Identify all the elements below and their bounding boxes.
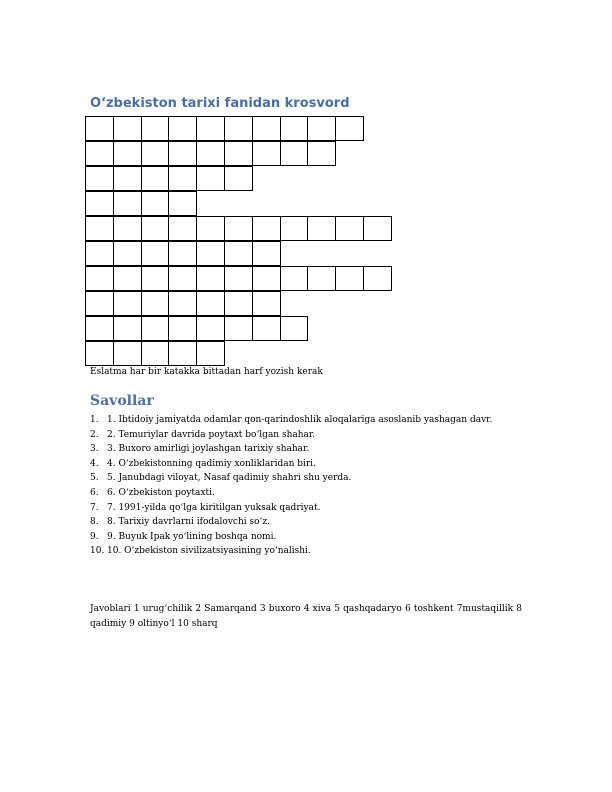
crossword-cell[interactable]	[224, 216, 253, 241]
crossword-cell[interactable]	[280, 116, 309, 141]
crossword-row	[85, 316, 391, 341]
question-item	[90, 530, 492, 545]
crossword-cell[interactable]	[224, 141, 253, 166]
crossword-cell[interactable]	[141, 266, 170, 291]
crossword-cell[interactable]	[196, 116, 225, 141]
question-number: 7.	[90, 502, 99, 513]
crossword-cell[interactable]	[280, 266, 309, 291]
crossword-cell[interactable]	[85, 116, 114, 141]
instruction-note: Eslatma har bir katakka bittadan harf yozish kerak	[90, 367, 323, 377]
crossword-cell[interactable]	[168, 191, 197, 216]
crossword-row	[85, 166, 391, 191]
question-item	[90, 471, 492, 486]
crossword-cell[interactable]	[141, 341, 170, 366]
crossword-cell[interactable]	[168, 266, 197, 291]
crossword-cell[interactable]	[196, 216, 225, 241]
crossword-cell[interactable]	[168, 116, 197, 141]
crossword-cell[interactable]	[252, 291, 281, 316]
crossword-cell[interactable]	[141, 166, 170, 191]
crossword-cell[interactable]	[224, 291, 253, 316]
crossword-cell[interactable]	[85, 166, 114, 191]
crossword-cell[interactable]	[168, 316, 197, 341]
questions-heading: Savollar	[90, 393, 154, 409]
question-number: 6.	[90, 487, 99, 498]
crossword-cell[interactable]	[141, 316, 170, 341]
crossword-cell[interactable]	[196, 241, 225, 266]
crossword-cell[interactable]	[224, 241, 253, 266]
question-number: 3.	[90, 444, 99, 455]
question-item	[90, 413, 492, 428]
crossword-cell[interactable]	[168, 291, 197, 316]
question-number: 9.	[90, 531, 99, 542]
question-text: 3. Buxoro amirligi joylashgan tarixiy shahar.	[107, 444, 310, 455]
question-number: 1.	[90, 415, 99, 425]
question-text: 10. O‘zbekiston sivilizatsiyasining yo‘nalishi.	[107, 546, 311, 557]
crossword-cell[interactable]	[307, 116, 336, 141]
crossword-cell[interactable]	[252, 316, 281, 341]
crossword-cell[interactable]	[85, 191, 114, 216]
crossword-cell[interactable]	[363, 216, 392, 241]
crossword-cell[interactable]	[196, 266, 225, 291]
crossword-row	[85, 216, 391, 241]
crossword-cell[interactable]	[307, 141, 336, 166]
crossword-row	[85, 241, 391, 266]
crossword-cell[interactable]	[196, 291, 225, 316]
question-text: 9. Buyuk Ipak yo‘lining boshqa nomi.	[107, 531, 277, 542]
question-text: 6. O‘zbekiston poytaxti.	[107, 487, 215, 498]
crossword-cell[interactable]	[224, 116, 253, 141]
crossword-cell[interactable]	[113, 341, 142, 366]
questions-list	[90, 413, 492, 559]
question-text: 4. O‘zbekistonning qadimiy xonliklaridan biri.	[107, 458, 316, 469]
crossword-cell[interactable]	[168, 341, 197, 366]
crossword-cell[interactable]	[141, 216, 170, 241]
crossword-cell[interactable]	[307, 266, 336, 291]
crossword-cell[interactable]	[85, 141, 114, 166]
question-item	[90, 544, 492, 559]
crossword-cell[interactable]	[85, 241, 114, 266]
crossword-cell[interactable]	[113, 241, 142, 266]
crossword-cell[interactable]	[168, 241, 197, 266]
crossword-row	[85, 191, 391, 216]
crossword-cell[interactable]	[196, 341, 225, 366]
question-item	[90, 486, 492, 501]
crossword-cell[interactable]	[196, 316, 225, 341]
crossword-cell[interactable]	[307, 216, 336, 241]
crossword-cell[interactable]	[280, 316, 309, 341]
crossword-cell[interactable]	[85, 341, 114, 366]
crossword-cell[interactable]	[280, 141, 309, 166]
question-text: 7. 1991-yilda qo‘lga kiritilgan yuksak qadriyat.	[107, 502, 321, 513]
crossword-cell[interactable]	[168, 166, 197, 191]
question-item	[90, 515, 492, 530]
crossword-cell[interactable]	[85, 266, 114, 291]
crossword-cell[interactable]	[252, 216, 281, 241]
crossword-row	[85, 266, 391, 291]
crossword-cell[interactable]	[252, 266, 281, 291]
crossword-cell[interactable]	[113, 116, 142, 141]
crossword-row	[85, 341, 391, 366]
crossword-row	[85, 291, 391, 316]
crossword-row	[85, 141, 391, 166]
crossword-cell[interactable]	[141, 291, 170, 316]
question-number: 10.	[90, 546, 105, 557]
question-number: 8.	[90, 517, 99, 528]
question-text: 8. Tarixiy davrlarni ifodalovchi so‘z.	[107, 517, 271, 528]
crossword-cell[interactable]	[141, 191, 170, 216]
crossword-cell[interactable]	[196, 166, 225, 191]
crossword-cell[interactable]	[85, 291, 114, 316]
crossword-cell[interactable]	[224, 266, 253, 291]
crossword-cell[interactable]	[224, 316, 253, 341]
crossword-cell[interactable]	[141, 141, 170, 166]
crossword-cell[interactable]	[168, 216, 197, 241]
crossword-cell[interactable]	[113, 216, 142, 241]
crossword-cell[interactable]	[224, 166, 253, 191]
crossword-cell[interactable]	[280, 216, 309, 241]
crossword-cell[interactable]	[252, 241, 281, 266]
question-item	[90, 442, 492, 457]
crossword-cell[interactable]	[363, 266, 392, 291]
crossword-cell[interactable]	[335, 216, 364, 241]
crossword-cell[interactable]	[113, 291, 142, 316]
crossword-cell[interactable]	[113, 316, 142, 341]
crossword-cell[interactable]	[113, 266, 142, 291]
question-item	[90, 501, 492, 516]
crossword-cell[interactable]	[335, 116, 364, 141]
crossword-cell[interactable]	[85, 216, 114, 241]
question-number: 2.	[90, 429, 99, 440]
crossword-cell[interactable]	[168, 141, 197, 166]
page-title: O‘zbekiston tarixi fanidan krosvord	[90, 96, 350, 111]
crossword-cell[interactable]	[141, 241, 170, 266]
crossword-cell[interactable]	[113, 191, 142, 216]
question-number: 5.	[90, 473, 99, 484]
crossword-cell[interactable]	[85, 316, 114, 341]
question-text: 5. Janubdagi viloyat, Nasaf qadimiy shahri shu yerda.	[107, 473, 352, 484]
question-item	[90, 428, 492, 443]
crossword-cell[interactable]	[113, 166, 142, 191]
crossword-row	[85, 116, 391, 141]
crossword-cell[interactable]	[113, 141, 142, 166]
answers-paragraph: Javoblari 1 urug‘chilik 2 Samarqand 3 buxoro 4 xiva 5 qashqadaryo 6 toshkent 7mustaqillik 8 qadimiy 9 oltinyo‘l 10 sharq	[90, 604, 522, 629]
question-number: 4.	[90, 458, 99, 469]
question-text: 1. Ibtidoiy jamiyatda odamlar qon-qarindoshlik aloqalariga asoslanib yashagan davr.	[107, 415, 493, 425]
question-item	[90, 457, 492, 472]
crossword-cell[interactable]	[252, 141, 281, 166]
crossword-cell[interactable]	[252, 116, 281, 141]
crossword-grid	[85, 116, 391, 366]
crossword-cell[interactable]	[196, 141, 225, 166]
crossword-cell[interactable]	[335, 266, 364, 291]
question-text: 2. Temuriylar davrida poytaxt bo‘lgan shahar.	[107, 429, 316, 440]
crossword-cell[interactable]	[141, 116, 170, 141]
